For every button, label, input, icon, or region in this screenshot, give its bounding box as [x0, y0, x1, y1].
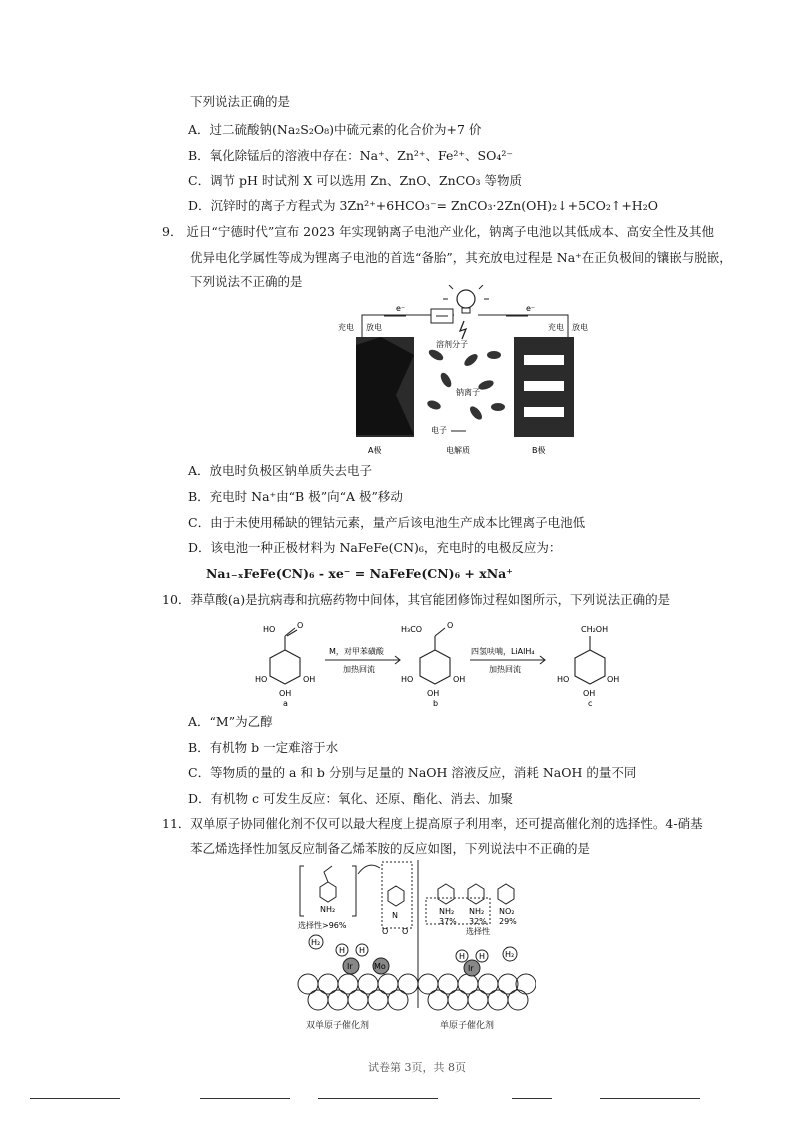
svg-text:HO: HO: [401, 675, 414, 684]
page-footer: 试卷第 3页，共 8页: [368, 1061, 466, 1074]
svg-text:NH₂: NH₂: [469, 907, 485, 916]
q9-stem-line1: 9． 近日“宁德时代”宣布 2023 年实现钠离子电池产业化，钠离子电池以其低成本、高安全性及其他: [162, 224, 714, 239]
svg-text:H₃CO: H₃CO: [401, 625, 423, 634]
svg-text:O: O: [447, 621, 454, 630]
pct-2: 32%: [469, 917, 487, 926]
label-c: c: [588, 699, 593, 708]
q8-option-c: C．调节 pH 时试剂 X 可以选用 Zn、ZnO、ZnCO₃ 等物质: [188, 173, 522, 188]
q10-option-d: D．有机物 c 可发生反应：氧化、还原、酯化、消去、加聚: [188, 791, 513, 806]
svg-text:H: H: [339, 946, 346, 955]
lightning-icon: [460, 321, 466, 339]
reagent1-bottom: 加热回流: [343, 665, 375, 674]
selectivity-right: 选择性: [466, 927, 490, 936]
svg-text:NO₂: NO₂: [499, 907, 515, 916]
pct-3: 29%: [499, 917, 517, 926]
svg-text:OH: OH: [453, 675, 466, 684]
label-charge-right: 充电: [548, 323, 564, 332]
catalyst-label-left: 双单原子催化剂: [306, 1021, 370, 1031]
svg-text:OH: OH: [583, 689, 596, 698]
selectivity-left: 选择性>96%: [298, 921, 347, 930]
q9-option-a: A．放电时负极区钠单质失去电子: [188, 463, 373, 478]
label-electrolyte: 电解质: [446, 446, 470, 455]
svg-text:OH: OH: [303, 675, 316, 684]
svg-text:OH: OH: [607, 675, 620, 684]
svg-text:Ir: Ir: [347, 962, 353, 971]
svg-text:O: O: [402, 927, 409, 936]
shikimic-acid-scheme: [255, 618, 680, 710]
svg-text:OH: OH: [279, 689, 292, 698]
svg-text:H: H: [479, 952, 486, 961]
label-charge-left: 充电: [338, 323, 354, 332]
svg-text:e⁻: e⁻: [396, 304, 406, 313]
q8-option-d: D．沉锌时的离子方程式为 3Zn²⁺+6HCO₃⁻= ZnCO₃·2Zn(OH)₂↓+5CO₂↑+H₂O: [188, 198, 658, 213]
svg-text:HO: HO: [255, 675, 268, 684]
label-plate-a: A极: [368, 446, 382, 455]
q9-option-d: D．该电池一种正极材料为 NaFeFe(CN)₆，充电时的电极反应为：: [188, 540, 562, 555]
svg-text:N: N: [392, 911, 398, 920]
label-sodium-ion: 钠离子: [456, 388, 480, 397]
catalyst-label-right: 单原子催化剂: [440, 1021, 495, 1031]
q9-option-c: C．由于未使用稀缺的锂钴元素，量产后该电池生产成本比锂离子电池低: [188, 515, 586, 530]
q10-option-b: B．有机物 b 一定难溶于水: [188, 740, 339, 755]
label-electron: 电子: [431, 426, 447, 435]
reagent2-top: 四氢呋喃，LiAlH₄: [471, 647, 535, 656]
svg-text:H: H: [459, 952, 466, 961]
label-solvent: 溶剂分子: [436, 340, 468, 349]
label-discharge-right: 放电: [572, 323, 588, 332]
q8-option-a: A．过二硫酸钠(Na₂S₂O₈)中硫元素的化合价为+7 价: [188, 122, 482, 137]
reagent2-bottom: 加热回流: [489, 665, 521, 674]
svg-text:O: O: [297, 621, 304, 630]
svg-text:e⁻: e⁻: [526, 304, 536, 313]
label-a: a: [283, 699, 288, 708]
q9-option-b: B．充电时 Na⁺由“B 极”向“A 极”移动: [188, 489, 403, 504]
svg-text:CH₂OH: CH₂OH: [581, 625, 609, 634]
label-plate-b: B极: [532, 446, 546, 455]
q10-stem: 10．莽草酸(a)是抗病毒和抗癌药物中间体，其官能团修饰过程如图所示，下列说法正确的是: [162, 592, 671, 607]
q10-option-a: A．“M”为乙醇: [188, 714, 273, 729]
svg-text:H₂: H₂: [505, 950, 515, 959]
reagent1-top: M，对甲苯磺酸: [329, 647, 384, 656]
sodium-battery-diagram: [336, 285, 596, 460]
q11-stem-line2: 苯乙烯选择性加氢反应制备乙烯苯胺的反应如图，下列说法中不正确的是: [190, 841, 591, 856]
svg-text:O: O: [382, 927, 389, 936]
svg-text:HO: HO: [263, 625, 276, 634]
svg-text:Ir: Ir: [468, 964, 474, 973]
q9-equation: Na₁₋ₓFeFe(CN)₆ - xe⁻ = NaFeFe(CN)₆ + xNa⁺: [206, 566, 513, 581]
svg-text:NH₂: NH₂: [439, 907, 455, 916]
svg-text:NH₂: NH₂: [320, 905, 336, 914]
svg-text:Mo: Mo: [374, 962, 386, 971]
catalyst-diagram: [296, 858, 536, 1018]
q9-stem-line3: 下列说法不正确的是: [190, 274, 303, 289]
label-discharge-left: 放电: [366, 323, 382, 332]
svg-text:H: H: [359, 946, 366, 955]
svg-text:H₂: H₂: [311, 938, 321, 947]
svg-text:HO: HO: [557, 675, 570, 684]
q9-stem-line2: 优异电化学属性等成为锂离子电池的首选“备胎”，其充放电过程是 Na⁺在正负极间的镶嵌与脱嵌，: [190, 250, 732, 265]
svg-text:OH: OH: [427, 689, 440, 698]
q8-option-b: B．氧化除锰后的溶液中存在：Na⁺、Zn²⁺、Fe²⁺、SO₄²⁻: [188, 148, 513, 163]
label-b: b: [433, 699, 439, 708]
q8-stem: 下列说法正确的是: [190, 94, 291, 109]
q10-option-c: C．等物质的量的 a 和 b 分别与足量的 NaOH 溶液反应，消耗 NaOH 的量不同: [188, 765, 637, 780]
q11-stem-line1: 11．双单原子协同催化剂不仅可以最大程度上提高原子利用率，还可提高催化剂的选择性。4-硝基: [162, 816, 703, 831]
pct-1: 37%: [439, 917, 457, 926]
